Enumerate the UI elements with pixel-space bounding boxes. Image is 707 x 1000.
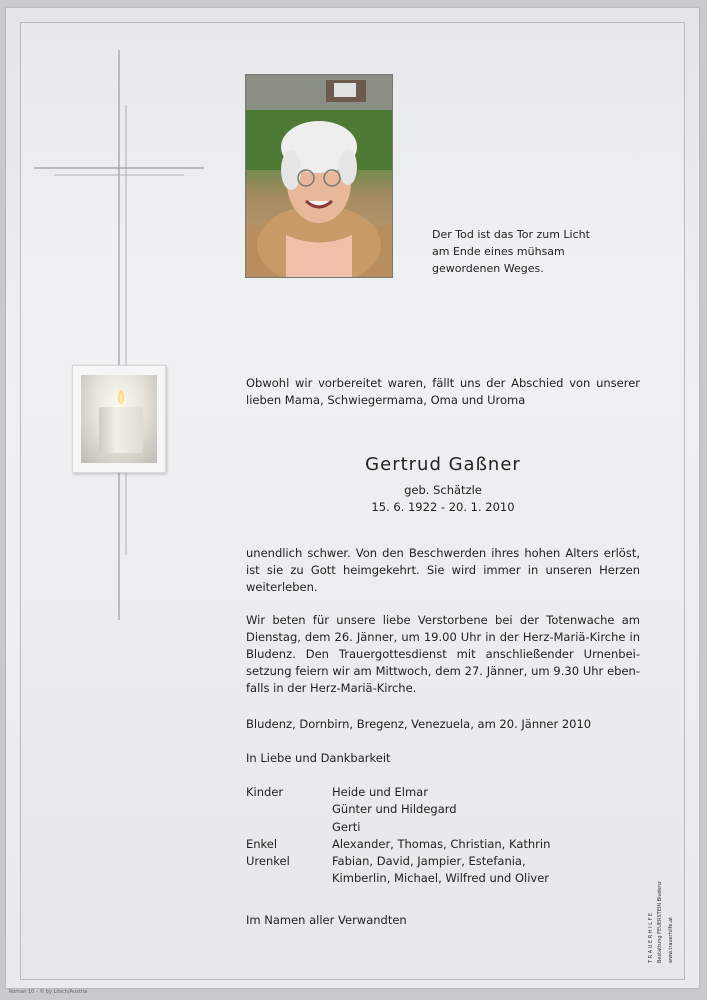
quote-line: gewordenen Weges.: [432, 262, 544, 275]
candle-photo: [81, 375, 157, 463]
candle-flame: [118, 390, 124, 404]
intro-text: Obwohl wir vorbereitet waren, fällt uns der Abschied von unserer lieben Mama, Schwiegermama, Oma und Uroma: [246, 376, 640, 407]
mourner-names: Fabian, David, Jampier, Estefania,: [332, 854, 526, 869]
candle-image: [72, 365, 166, 473]
funeral-home-logo: [640, 863, 680, 963]
logo-line: www.trauerhilfe.at: [668, 916, 674, 963]
quote: [432, 226, 632, 277]
footer-credit: Roman 10 - © by Lösch/Austria: [9, 989, 88, 995]
paragraph-services: Wir beten für unsere liebe Verstorbene bei der Totenwache am Dienstag, dem 26. Jänner, um 19.00 Uhr in der Herz-Mariä-Kirche in Bludenz. Den Trauergottesdienst mit anschließender Urnenbei-setzung feiern wir am Mittwoch, dem 27. Jänner, um 9.30 Uhr eben-falls in der Herz-Mariä-Kirche.: [246, 613, 640, 695]
mourner-row: [246, 836, 550, 853]
mourner-role: Kinder: [246, 785, 284, 799]
mourner-row: [246, 853, 550, 870]
mourner-names: Alexander, Thomas, Christian, Kathrin: [332, 836, 551, 851]
paragraph-farewell: unendlich schwer. Von den Beschwerden ihres hohen Alters erlöst, ist sie zu Gott heimgekehrt. Sie wird immer in unseren Herzen weiterleben.: [246, 546, 640, 594]
mourner-row: [246, 819, 550, 836]
mourner-names: Kimberlin, Michael, Wilfred und Oliver: [332, 871, 550, 886]
mourner-role: [246, 801, 332, 818]
logo-line: Bestattung FEUERSTEIN Bludenz: [657, 881, 663, 963]
candle-body: [99, 407, 143, 453]
places-date: Bludenz, Dornbirn, Bregenz, Venezuela, am 20. Jänner 2010: [246, 717, 592, 731]
maiden-name: geb. Schätzle: [404, 483, 482, 497]
mourner-names: Gerti: [332, 819, 361, 834]
mourner-row: [246, 784, 550, 801]
mourner-role: [246, 870, 332, 887]
quote-line: Der Tod ist das Tor zum Licht: [432, 228, 590, 241]
cross-icon: [34, 50, 204, 620]
closing-line: In Liebe und Dankbarkeit: [246, 751, 391, 765]
portrait-photo: [245, 74, 393, 278]
mourner-role: Urenkel: [246, 854, 290, 869]
mourner-role: Enkel: [246, 836, 278, 851]
signature-line: Im Namen aller Verwandten: [246, 913, 407, 927]
mourner-row: [246, 870, 550, 887]
deceased-name: Gertrud Gaßner: [365, 454, 521, 475]
portrait-illustration: [246, 75, 392, 277]
logo-line: T R A U E R H I L F E: [648, 912, 654, 963]
mourner-names: Heide und Elmar: [332, 785, 428, 799]
mourner-row: [246, 801, 550, 818]
quote-line: am Ende eines mühsam: [432, 245, 565, 258]
mourners-list: [246, 784, 550, 888]
mourner-role: [246, 819, 332, 836]
life-dates: 15. 6. 1922 - 20. 1. 2010: [371, 500, 515, 514]
mourner-names: Günter und Hildegard: [332, 802, 457, 817]
